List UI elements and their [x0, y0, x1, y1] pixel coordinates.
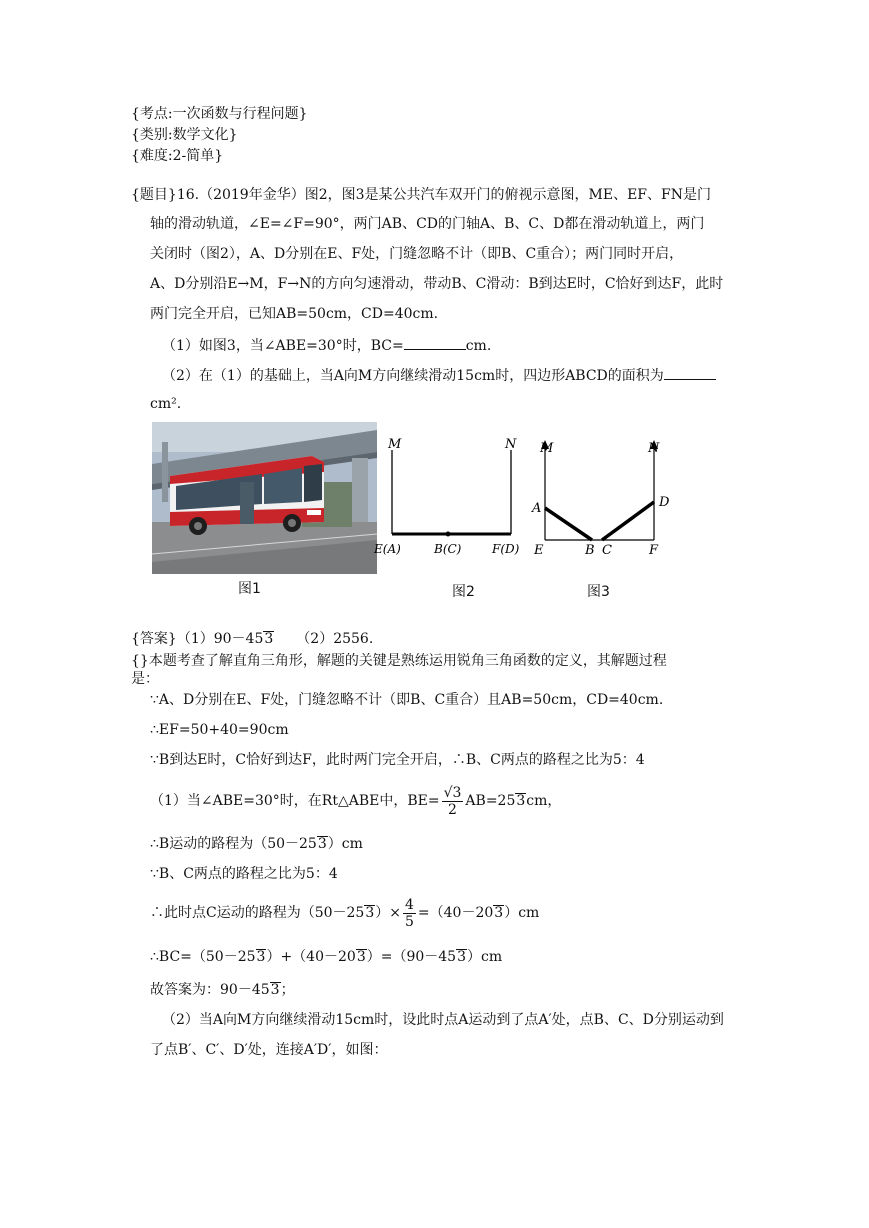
meta-leibie: {类别:数学文化}: [131, 127, 238, 143]
fig3-label-f: F: [649, 543, 659, 558]
part1-unit: cm.: [465, 338, 492, 354]
meta-kaodian: {考点:一次函数与行程问题}: [131, 106, 308, 122]
bus-photo: [152, 422, 377, 574]
fig3-label-m: M: [540, 441, 554, 456]
fig2-label-m: M: [388, 437, 402, 452]
question-line-3: 关闭时（图2），A、D分别在E、F处，门缝忽略不计（即B、C重合）；两门同时开启，: [150, 246, 684, 262]
explain-line-2: 是：: [131, 671, 159, 687]
part1-text: （1）如图3，当∠ABE=30°时，BC=: [162, 338, 404, 354]
fig3-label-a: A: [532, 501, 542, 516]
solution-step-11: 了点B′、C′、D′处，连接A′D′，如图：: [150, 1042, 388, 1058]
solution-step-5: ∴B运动的路程为（50－253）cm: [150, 836, 363, 852]
fig3-caption: 图3: [587, 584, 610, 600]
solution-step-4: （1）当∠ABE=30°时，在Rt△ABE中，BE= $\frac{√3}{2}$ AB=253cm，: [150, 784, 562, 818]
fig2-caption: 图2: [452, 584, 475, 600]
fig2-label-n: N: [505, 437, 517, 452]
question-line-5: 两门完全开启，已知AB=50cm，CD=40cm.: [150, 306, 439, 322]
fig2-label-ea: E(A): [374, 542, 401, 556]
answer-blank-1[interactable]: [404, 334, 466, 350]
solution-step-9: 故答案为：90－453；: [150, 982, 295, 998]
fig2-label-bc: B(C): [434, 542, 462, 556]
solution-step-1: ∵A、D分别在E、F处，门缝忽略不计（即B、C重合）且AB=50cm，CD=40cm.: [150, 692, 664, 708]
question-part-1: [162, 334, 491, 356]
solution-step-6: ∵B、C两点的路程之比为5：4: [150, 866, 338, 882]
fig3-label-c: C: [602, 543, 612, 558]
solution-step-8: ∴BC=（50－253）+（40－203）=（90－453）cm: [150, 949, 503, 965]
part2-text: （2）在（1）的基础上，当A向M方向继续滑动15cm时，四边形ABCD的面积为: [162, 368, 664, 384]
explain-line-1: {}本题考查了解直角三角形，解题的关键是熟练运用锐角三角函数的定义，其解题过程: [131, 653, 667, 669]
fig3-label-d: D: [659, 495, 670, 510]
question-part-2: [162, 364, 716, 386]
question-line-4: A、D分别沿E→M，F→N的方向匀速滑动，带动B、C滑动：B到达E时，C恰好到达F，此时: [150, 276, 724, 292]
question-part-2-unit: cm².: [150, 396, 182, 412]
solution-step-7: ∴此时点C运动的路程为（50－253）× $\frac{4}{5}$ =（40－203）cm: [150, 896, 540, 930]
fig3-label-e: E: [534, 543, 544, 558]
solution-step-10: （2）当A向M方向继续滑动15cm时，设此时点A运动到了点A′处，点B、C、D分别运动到: [162, 1012, 724, 1028]
question-line-1: {题目}16.（2019年金华）图2，图3是某公共汽车双开门的俯视示意图，ME、EF、FN是门: [131, 187, 711, 203]
fig3-label-b: B: [585, 543, 595, 558]
question-line-2: 轴的滑动轨道，∠E=∠F=90°，两门AB、CD的门轴A、B、C、D都在滑动轨道上，两门: [150, 216, 705, 232]
fig3-label-n: N: [648, 441, 660, 456]
figure-3-diagram: [528, 430, 678, 560]
fig2-label-fd: F(D): [492, 542, 520, 556]
figure-2-diagram: [372, 430, 532, 560]
meta-nandu: {难度:2-简单}: [131, 148, 224, 164]
solution-step-2: ∴EF=50+40=90cm: [150, 722, 289, 738]
solution-step-3: ∵B到达E时，C恰好到达F，此时两门完全开启，∴B、C两点的路程之比为5：4: [150, 752, 645, 768]
fig1-caption: 图1: [238, 581, 261, 597]
answer-line: {答案}（1）90－453 （2）2556.: [131, 631, 374, 647]
answer-blank-2[interactable]: [664, 364, 716, 380]
